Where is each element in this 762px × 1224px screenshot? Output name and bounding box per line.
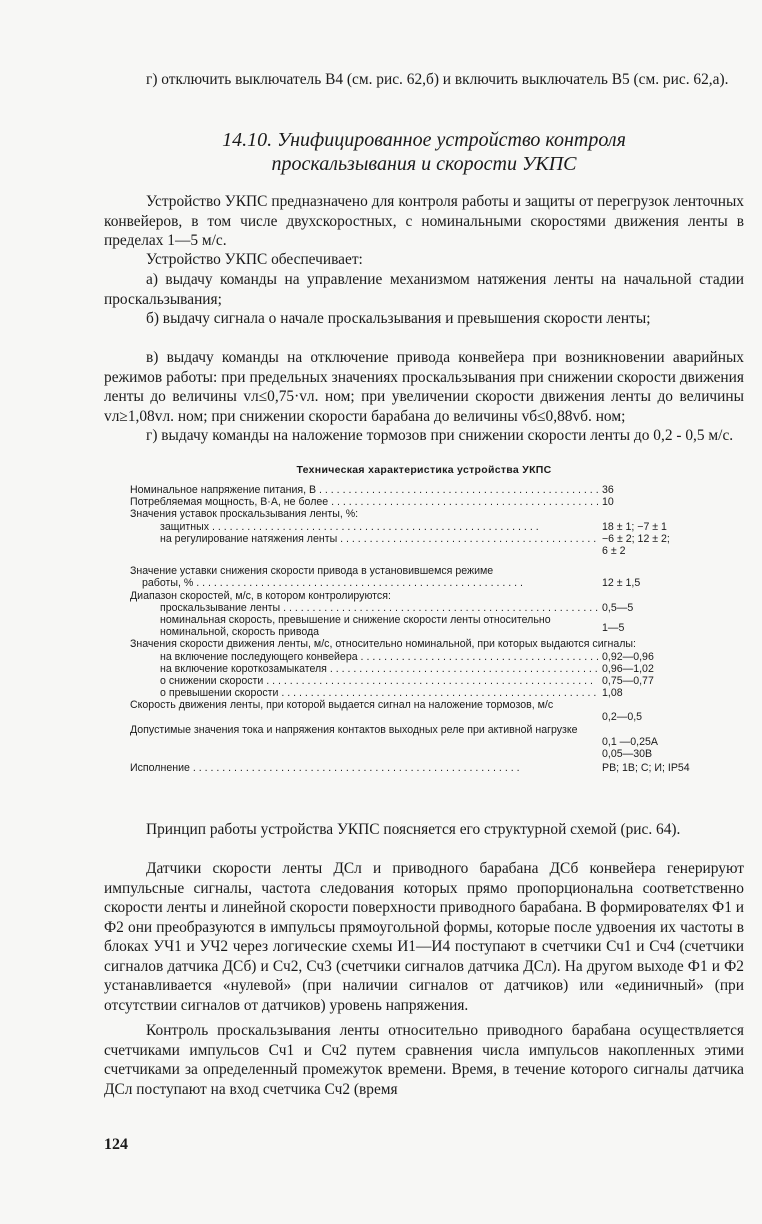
spec-label: работы, % . . . — [142, 577, 600, 589]
tech-spec-table — [130, 484, 742, 774]
spec-value: 0,5—5 — [602, 601, 634, 614]
spec-row — [130, 590, 742, 602]
spec-value: 36 — [602, 484, 614, 496]
spec-value: 0,2—0,5 — [602, 711, 643, 724]
spec-label: защитных . . . — [160, 521, 600, 533]
spec-row — [130, 565, 742, 577]
spec-row — [130, 602, 742, 614]
section-heading-line-2: проскальзывания и скорости УКПС — [271, 153, 577, 175]
paragraph-intro: Устройство УКПС предназначено для контроля работы и защиты от перегрузок ленточных конвейеров, в том числе двухскоростных, с номинальными скоростями движения ленты в пределах 1—5 м/с. — [104, 193, 744, 249]
spec-row — [130, 699, 742, 723]
spec-row — [130, 675, 742, 687]
spec-row — [130, 508, 742, 520]
spec-value: 1,08 — [602, 687, 623, 700]
spec-label: о превышении скорости . . . — [160, 687, 600, 699]
paragraph-provides: Устройство УКПС обеспечивает: — [146, 251, 363, 268]
spec-label: Значения скорости движения ленты, м/с, относительно номинальной, при которых выдаются сигналы: — [130, 638, 636, 651]
spec-label: номинальная скорость, превышение и снижение скорости ленты относительно номинальной, скорость привода — [160, 614, 551, 639]
spec-label: проскальзывание ленты . . . — [160, 602, 600, 614]
paragraph-principle: Принцип работы устройства УКПС поясняется его структурной схемой (рис. 64). — [146, 821, 681, 838]
spec-value: −6 ± 2; 12 ± 2; 6 ± 2 — [602, 532, 670, 558]
spec-value: РВ; 1В; С; И; IP54 — [602, 762, 690, 775]
spec-label: Значения уставок проскальзывания ленты, %: — [130, 508, 359, 521]
paragraph-item-g: г) выдачу команды на наложение тормозов при снижении скорости ленты до 0,2 - 0,5 м/с. — [146, 427, 734, 444]
tech-spec-title: Техническая характеристика устройства УКПС — [296, 464, 552, 476]
spec-label: Исполнение . . . — [130, 762, 600, 774]
spec-label: о снижении скорости . . . — [160, 675, 600, 687]
paragraph-item-b: б) выдачу сигнала о начале проскальзывания и превышения скорости ленты; — [146, 310, 651, 327]
spec-value: 0,96—1,02 — [602, 662, 654, 675]
spec-label: на регулирование натяжения ленты . . . — [160, 533, 600, 545]
spec-row — [130, 496, 742, 508]
spec-value: 10 — [602, 496, 614, 509]
paragraph-slip-control: Контроль проскальзывания ленты относительно приводного барабана осуществляется счетчиками импульсов Сч1 и Сч2 путем сравнения числа импульсов накопленных этими счетчиками за определенный промежуток времени. Время, в течение которого сигналы датчика ДСл поступают на вход счетчика Сч2 (время — [104, 1022, 744, 1098]
spec-row — [130, 724, 742, 760]
spec-value: 1—5 — [602, 622, 625, 635]
section-heading — [104, 128, 744, 176]
spec-row — [130, 638, 742, 650]
spec-label: Номинальное напряжение питания, В . . . — [130, 484, 600, 496]
spec-row — [130, 521, 742, 533]
paragraph-sensors: Датчики скорости ленты ДСл и приводного барабана ДСб конвейера генерируют импульсные сигналы, частота следования которых прямо пропорциональна соответственно скорости ленты и линейной скорости поверхности приводного барабана. В формирователях Ф1 и Ф2 они преобразуются в импульсы прямоугольной формы, которые после удвоения их частоты в блоках УЧ1 и УЧ2 через логические схемы И1—И4 поступают в счетчики Сч1 и Сч4 (счетчики сигналов датчика ДСб) и Сч2, Сч3 (счетчики сигналов датчика ДСл). На другом выходе Ф1 и Ф2 устанавливается «нулевой» (при наличии сигналов от датчиков) или «единичный» (при отсутствии сигналов от датчиков) уровень напряжения. — [104, 860, 744, 1014]
spec-row — [130, 663, 742, 675]
spec-row — [130, 614, 742, 638]
paragraph-item-v: в) выдачу команды на отключение привода конвейера при возникновении аварийных режимов работы: при предельных значениях проскальзывания при снижении скорости движения ленты до величины vл≤0,75·vл. ном; при увеличении скорости движения ленты до величины vл≥1,08vл. ном; при снижении скорости барабана до величины vб≤0,88vб. ном; — [104, 349, 744, 425]
spec-value: 0,92—0,96 — [602, 650, 654, 663]
section-heading-line-1: 14.10. Унифицированное устройство контроля — [222, 129, 626, 151]
spec-label: Потребляемая мощность, В·А, не более . . . — [130, 496, 600, 508]
spec-label: Значение уставки снижения скорости привода в установившемся режиме — [130, 565, 494, 578]
spec-label: на включение последующего конвейера . . . — [160, 651, 600, 663]
spec-row — [130, 577, 742, 589]
spec-value: 0,75—0,77 — [602, 675, 654, 688]
spec-row — [130, 651, 742, 663]
spec-row — [130, 484, 742, 496]
spec-label: на включение короткозамыкателя . . . — [160, 663, 600, 675]
spec-label: Допустимые значения тока и напряжения контактов выходных реле при активной нагрузке — [130, 723, 578, 736]
spec-row — [130, 687, 742, 699]
spec-value: 0,1 —0,25А 0,05—30В — [602, 735, 658, 760]
spec-label: Скорость движения ленты, при которой выдается сигнал на наложение тормозов, м/с — [130, 699, 554, 712]
spec-label: Диапазон скоростей, м/с, в котором контролируются: — [130, 589, 391, 602]
spec-row — [130, 762, 742, 774]
spec-row — [130, 533, 742, 557]
spec-value: 18 ± 1; −7 ± 1 — [602, 520, 667, 533]
paragraph-item-a: а) выдачу команды на управление механизмом натяжения ленты на начальной стадии проскальзывания; — [104, 271, 744, 308]
top-paragraph: г) отключить выключатель В4 (см. рис. 62,б) и включить выключатель В5 (см. рис. 62,а). — [146, 71, 729, 88]
page-number: 124 — [104, 1136, 128, 1153]
spec-value: 12 ± 1,5 — [602, 577, 641, 590]
